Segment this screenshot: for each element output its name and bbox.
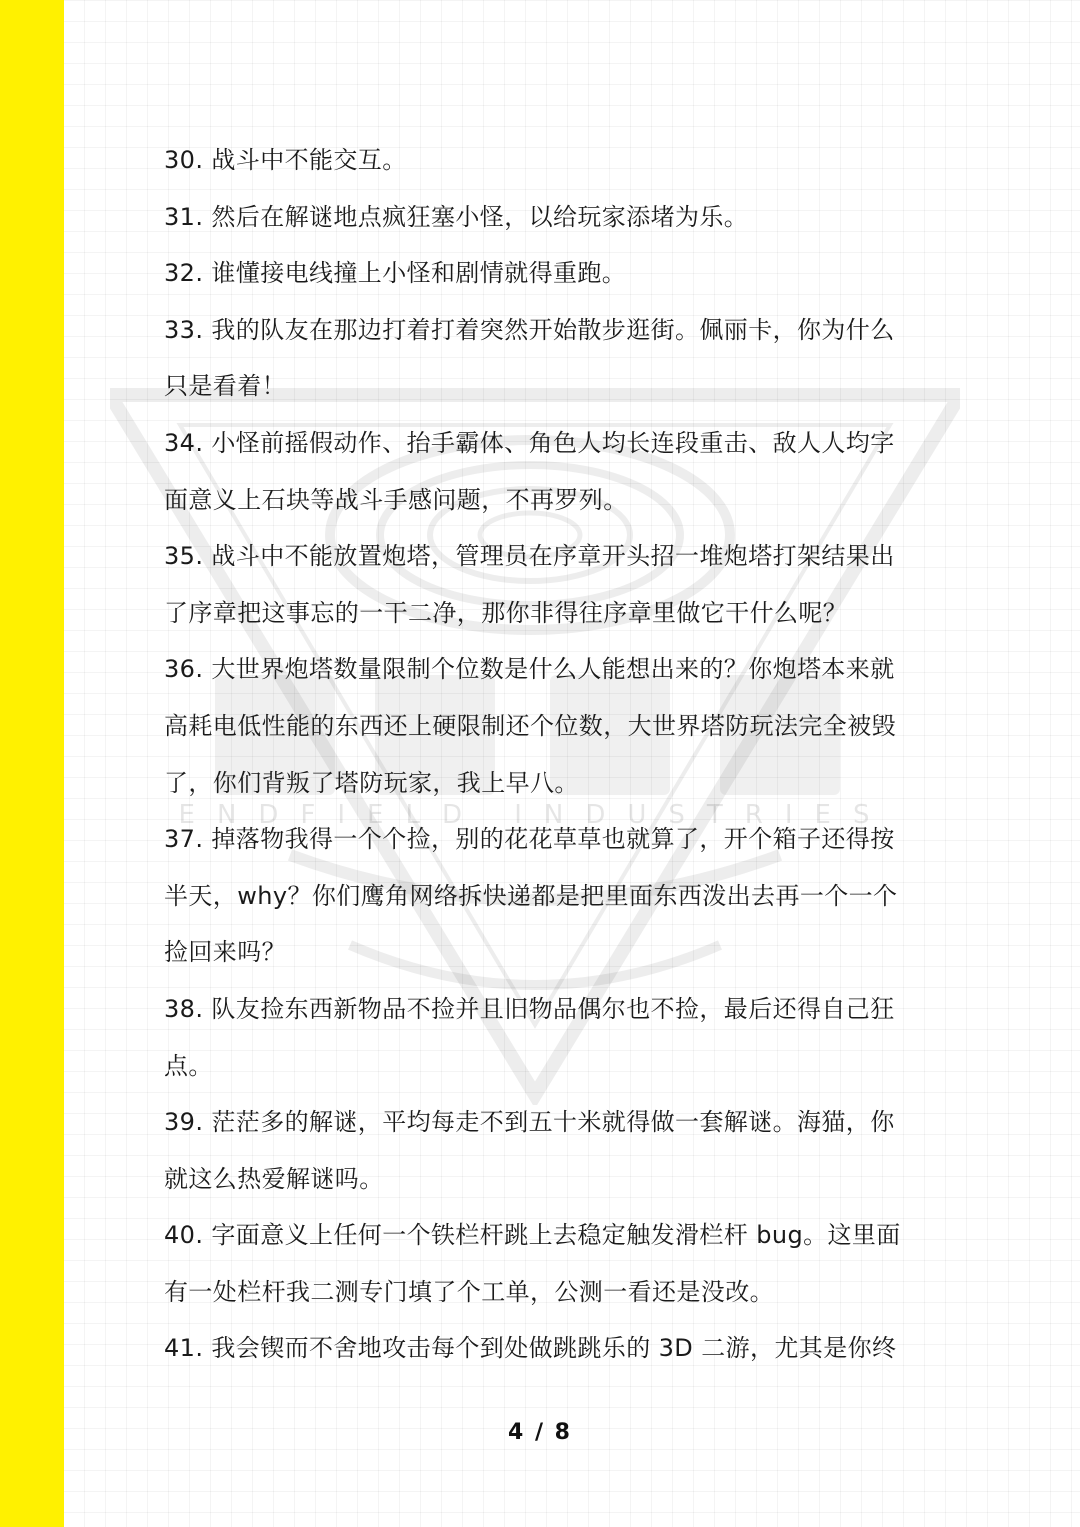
text-line-20: 40. 字面意义上任何一个铁栏杆跳上去稳定触发滑栏杆 bug。这里面 [164, 1221, 901, 1250]
text-line-05: 只是看着！ [164, 372, 286, 401]
text-line-04: 33. 我的队友在那边打着打着突然开始散步逛街。佩丽卡，你为什么 [164, 315, 895, 344]
text-line-17: 点。 [164, 1051, 213, 1080]
text-line-22: 41. 我会锲而不舍地攻击每个到处做跳跳乐的 3D 二游，尤其是你终 [164, 1334, 897, 1363]
yellow-side-bar [0, 0, 64, 1527]
text-line-06: 34. 小怪前摇假动作、抬手霸体、角色人均长连段重击、敌人人均字 [164, 428, 895, 457]
text-line-18: 39. 茫茫多的解谜，平均每走不到五十米就得做一套解谜。海猫，你 [164, 1108, 895, 1137]
text-line-10: 36. 大世界炮塔数量限制个位数是什么人能想出来的？你炮塔本来就 [164, 655, 895, 684]
text-line-15: 捡回来吗？ [164, 938, 286, 967]
text-line-03: 32. 谁懂接电线撞上小怪和剧情就得重跑。 [164, 259, 627, 288]
text-line-12: 了，你们背叛了塔防玩家，我上早八。 [164, 768, 579, 797]
text-line-09: 了序章把这事忘的一干二净，那你非得往序章里做它干什么呢？ [164, 598, 848, 627]
text-line-13: 37. 掉落物我得一个个捡，别的花花草草也就算了，开个箱子还得按 [164, 825, 895, 854]
text-line-01: 30. 战斗中不能交互。 [164, 146, 407, 174]
text-line-02: 31. 然后在解谜地点疯狂塞小怪，以给玩家添堵为乐。 [164, 202, 749, 231]
text-line-11: 高耗电低性能的东西还上硬限制还个位数，大世界塔防玩法完全被毁 [164, 711, 896, 740]
text-line-14: 半天，why？你们鹰角网络拆快递都是把里面东西泼出去再一个一个 [164, 881, 898, 910]
text-line-08: 35. 战斗中不能放置炮塔，管理员在序章开头招一堆炮塔打架结果出 [164, 542, 895, 571]
watermark-text: ENDFIELD INDUSTRIES [178, 800, 892, 830]
text-line-16: 38. 队友捡东西新物品不捡并且旧物品偶尔也不捡，最后还得自己狂 [164, 994, 895, 1023]
document-body [164, 132, 920, 1377]
text-line-21: 有一处栏杆我二测专门填了个工单，公测一看还是没改。 [164, 1277, 774, 1306]
text-line-19: 就这么热爱解谜吗。 [164, 1164, 384, 1193]
text-line-07: 面意义上石块等战斗手感问题，不再罗列。 [164, 485, 628, 514]
page-number: 4 / 8 [508, 1420, 572, 1445]
